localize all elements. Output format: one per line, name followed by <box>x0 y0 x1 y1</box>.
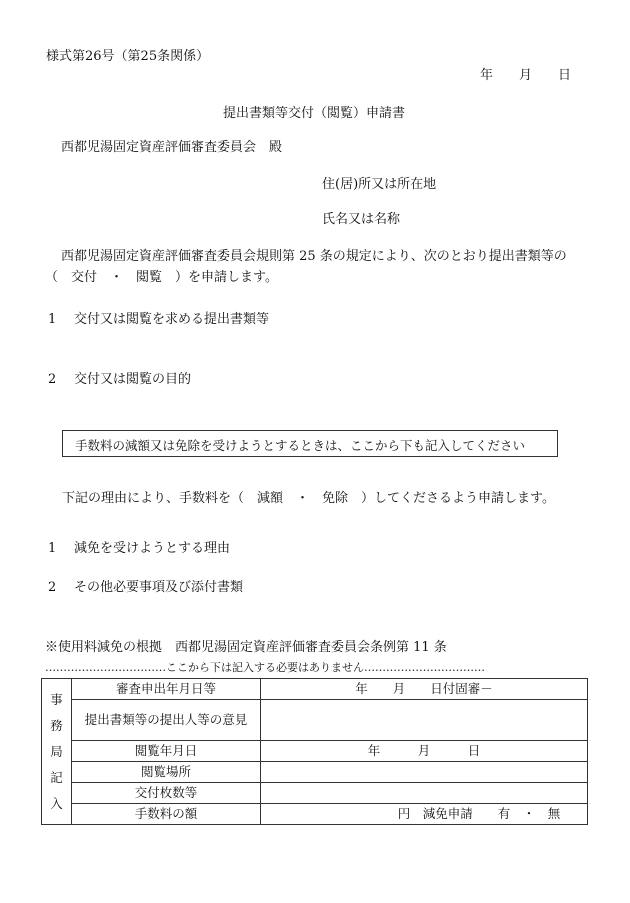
form-number: 様式第26号（第25条関係） <box>46 49 210 64</box>
date-month: 月 <box>519 68 533 83</box>
fee-basis-note: ※使用料減免の根拠 西都児湯固定資産評価審査委員会条例第 11 条 <box>45 640 447 655</box>
notice-text: 手数料の減額又は免除を受けようとするときは、ここから下も記入してください <box>75 438 526 453</box>
notice-box <box>62 430 558 457</box>
row-label-fee-amount: 手数料の額 <box>72 804 261 825</box>
item-1-number: 1 <box>48 312 57 327</box>
row-label-copy-count: 交付枚数等 <box>72 783 261 804</box>
item-1-text: 交付又は閲覧を求める提出書類等 <box>74 312 270 327</box>
applicant-address-label: 住(居)所又は所在地 <box>322 177 437 192</box>
fee-item-2-text: その他必要事項及び添付書類 <box>74 580 244 595</box>
side-char: 局 <box>50 743 63 759</box>
row-label-view-date: 閲覧年月日 <box>72 741 261 762</box>
table-row <box>42 741 588 762</box>
fee-request-text: 下記の理由により、手数料を（ 減額 ・ 免除 ）してくださるよう申請します。 <box>62 491 555 506</box>
row-label-review-date: 審査申出年月日等 <box>72 679 261 700</box>
row-label-submitter-opinion: 提出書類等の提出人等の意見 <box>72 700 261 741</box>
table-row <box>42 700 588 741</box>
row-value-submitter-opinion <box>261 700 588 741</box>
fee-item-2-number: 2 <box>48 580 57 595</box>
fee-item-1-text: 減免を受けようとする理由 <box>74 541 231 556</box>
row-value-view-place <box>261 762 588 783</box>
row-value-fee-amount: 円 減免申請 有 ・ 無 <box>261 804 588 825</box>
table-row <box>42 679 588 700</box>
office-use-table <box>41 678 588 825</box>
addressee: 西都児湯固定資産評価審査委員会 殿 <box>61 140 283 155</box>
table-row <box>42 804 588 825</box>
item-2-number: 2 <box>48 372 57 387</box>
fee-item-1-number: 1 <box>48 541 57 556</box>
row-value-view-date: 年 月 日 <box>261 741 588 762</box>
row-value-review-date: 年 月 日付固審－ <box>261 679 588 700</box>
date-day: 日 <box>558 68 572 83</box>
request-text-line2: （ 交付 ・ 閲覧 ）を申請します。 <box>45 270 278 285</box>
date-year: 年 <box>480 68 494 83</box>
applicant-name-label: 氏名又は名称 <box>322 212 401 227</box>
page-title: 提出書類等交付（閲覧）申請書 <box>223 106 406 121</box>
request-text-line1: 西都児湯固定資産評価審査委員会規則第 25 条の規定により、次のとおり提出書類等の <box>61 249 567 264</box>
row-value-copy-count <box>261 783 588 804</box>
side-char: 入 <box>50 795 63 811</box>
side-char: 事 <box>50 691 63 707</box>
office-use-side-label <box>42 679 72 825</box>
row-label-view-place: 閲覧場所 <box>72 762 261 783</box>
side-char: 務 <box>50 717 63 733</box>
item-2-text: 交付又は閲覧の目的 <box>74 372 192 387</box>
table-row <box>42 762 588 783</box>
table-row <box>42 783 588 804</box>
cut-line: ……………………………ここから下は記入する必要はありません…………………………… <box>45 661 485 674</box>
side-char: 記 <box>50 769 63 785</box>
